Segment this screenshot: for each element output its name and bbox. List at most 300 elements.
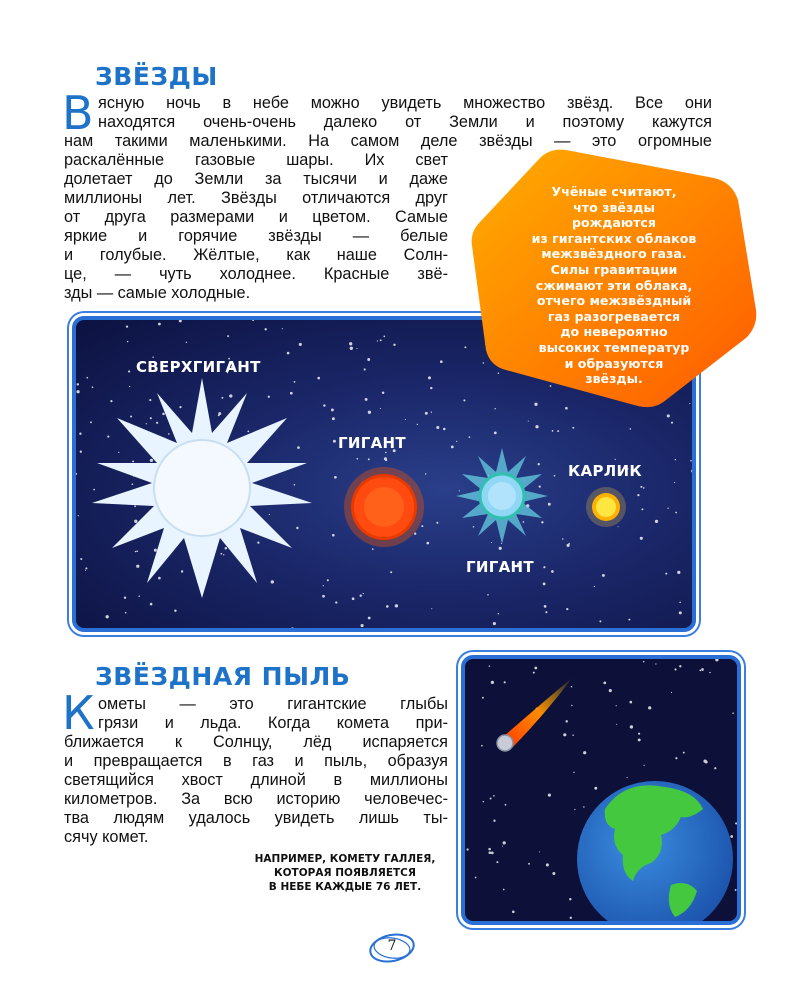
- star-dot: [372, 548, 374, 550]
- star-dot: [599, 620, 601, 622]
- star-dot: [638, 733, 640, 735]
- star-dot: [76, 390, 79, 393]
- star-dot: [583, 806, 584, 807]
- star-dot: [503, 889, 505, 891]
- star-dot: [106, 615, 109, 618]
- star-dot: [637, 494, 639, 496]
- star-dot: [299, 343, 302, 346]
- star-dot: [132, 460, 134, 462]
- text-line: це, — чуть холоднее. Красные звё-: [64, 265, 448, 283]
- star-dot: [503, 841, 506, 844]
- star-dot: [674, 668, 676, 670]
- star-dot: [552, 872, 555, 875]
- label-dwarf: КАРЛИК: [568, 462, 642, 480]
- star-dot: [323, 404, 325, 406]
- star-dot: [136, 550, 138, 552]
- star-dot: [692, 519, 695, 522]
- star-dot: [732, 712, 734, 714]
- star-dot: [463, 399, 465, 401]
- star-dot: [364, 368, 366, 370]
- star-dot: [709, 672, 710, 673]
- star-dot: [714, 767, 716, 769]
- callout-line: Силы гравитации: [550, 261, 678, 277]
- text-line: яркие и горячие звёзды — белые: [64, 227, 448, 245]
- star-dot: [356, 458, 358, 460]
- star-dot: [572, 734, 574, 736]
- star-dot: [360, 595, 362, 597]
- star-dot: [317, 377, 320, 380]
- label-giant-blue: ГИГАНТ: [466, 558, 534, 576]
- text-line: тва людям удалось увидеть лишь ты-: [64, 809, 448, 827]
- star-dot: [557, 430, 559, 432]
- star-dot: [291, 627, 294, 630]
- star-dot: [229, 394, 232, 397]
- star-dot: [79, 433, 81, 435]
- star-dot: [699, 670, 701, 672]
- star-dot: [616, 705, 617, 706]
- star-dot: [566, 608, 568, 610]
- star-dot: [386, 605, 389, 608]
- star-dot: [154, 549, 157, 552]
- text-line: грязи и льда. Когда комета при-: [98, 714, 448, 732]
- star-dot: [367, 358, 370, 361]
- star-dot: [179, 406, 181, 408]
- star-dot: [162, 413, 165, 416]
- star-dot: [675, 512, 677, 514]
- stars-paragraph-narrow: [64, 151, 448, 303]
- text-line: от друга размерами и цветом. Самые: [64, 208, 448, 226]
- star-dot: [730, 835, 733, 838]
- callout-line: рождаются: [572, 215, 656, 231]
- section-title-stars: ЗВЁЗДЫ: [95, 62, 218, 91]
- star-dot: [417, 424, 418, 425]
- star-dot: [77, 628, 80, 631]
- star-dot: [671, 422, 673, 424]
- star-dot: [534, 667, 537, 670]
- text-line: и превращается в газ и пыль, образуя: [64, 752, 448, 770]
- star-dot: [594, 586, 595, 587]
- star-dot: [352, 597, 355, 600]
- star-dot: [349, 342, 352, 345]
- star-dot: [482, 697, 484, 699]
- star-dot: [594, 787, 597, 790]
- star-dot: [674, 482, 675, 483]
- star-dot: [671, 692, 672, 693]
- star-dot: [149, 399, 151, 401]
- text-line: зды — самые холодные.: [64, 284, 251, 302]
- star-dot: [539, 485, 541, 487]
- star-dot: [491, 542, 492, 543]
- star-dot: [546, 863, 549, 866]
- star-dot: [168, 433, 170, 435]
- text-line: нам такими маленькими. На самом деле звёзды — это огромные: [64, 132, 712, 150]
- text-line: ометы — это гигантские глыбы: [98, 695, 448, 713]
- dwarf-star-icon: [586, 487, 626, 527]
- star-dot: [528, 421, 529, 422]
- star-dot: [76, 473, 77, 475]
- star-dot: [545, 611, 547, 613]
- star-dot: [562, 538, 563, 539]
- star-dot: [691, 469, 694, 472]
- star-dot: [491, 852, 494, 855]
- star-dot: [282, 328, 283, 329]
- star-dot: [554, 475, 556, 477]
- text-line: миллионы лет. Звёзды отличаются друг: [64, 189, 448, 207]
- star-dot: [491, 681, 494, 684]
- star-dot: [80, 558, 82, 560]
- star-dot: [618, 526, 619, 527]
- text-line: находятся очень-очень далеко от Земли и поэтому кажутся: [98, 113, 712, 131]
- star-dot: [677, 571, 680, 574]
- star-dot: [110, 400, 112, 402]
- star-dot: [365, 398, 368, 401]
- star-dot: [77, 383, 79, 385]
- star-dot: [502, 846, 503, 847]
- star-dot: [127, 341, 128, 342]
- star-dot: [135, 551, 136, 552]
- star-dot: [552, 430, 554, 432]
- star-dot: [538, 463, 540, 465]
- star-dot: [535, 425, 538, 428]
- star-dot: [488, 848, 491, 851]
- star-dot: [138, 595, 140, 597]
- callout-line: из гигантских облаков: [531, 230, 697, 246]
- star-dot: [679, 602, 681, 604]
- star-dot: [368, 411, 371, 414]
- star-dot: [501, 543, 502, 544]
- halley-comet-note: [200, 852, 490, 894]
- star-dot: [179, 320, 182, 322]
- star-dot: [134, 520, 137, 523]
- star-dot: [225, 547, 228, 550]
- star-dot: [451, 445, 454, 448]
- star-dot: [640, 486, 642, 488]
- star-dot: [643, 765, 644, 766]
- star-dot: [383, 336, 385, 338]
- star-dot: [683, 752, 685, 754]
- text-line: ясную ночь в небе можно увидеть множество звёзд. Все они: [98, 94, 712, 112]
- star-dot: [93, 489, 95, 491]
- comet-illustration-panel: [461, 655, 741, 925]
- star-dot: [382, 391, 385, 394]
- star-dot: [504, 681, 506, 683]
- star-dot: [469, 436, 471, 438]
- text-line: и голубые. Жёлтые, как наше Солн-: [64, 246, 448, 264]
- callout-line: звёзды.: [585, 371, 643, 387]
- star-dot: [602, 574, 605, 577]
- star-dot: [334, 476, 337, 479]
- star-dot: [350, 347, 353, 350]
- star-dot: [541, 521, 543, 523]
- star-dot: [638, 738, 641, 741]
- star-dot: [264, 328, 266, 330]
- star-dot: [380, 408, 381, 409]
- star-dot: [297, 446, 300, 449]
- star-dot: [643, 487, 645, 489]
- callout-line: сжимают эти облака,: [535, 277, 693, 293]
- comet-icon: [497, 677, 573, 751]
- star-dot: [544, 605, 547, 608]
- blue-giant-star-icon: [456, 448, 548, 544]
- star-dot: [569, 898, 571, 900]
- star-dot: [640, 537, 643, 540]
- supergiant-star-icon: [92, 378, 312, 598]
- star-dot: [490, 798, 492, 800]
- star-dot: [247, 431, 249, 433]
- star-dot: [158, 577, 161, 580]
- star-dot: [395, 604, 398, 607]
- star-dot: [456, 441, 457, 442]
- star-dot: [363, 593, 364, 594]
- star-dot: [227, 335, 229, 337]
- star-dot: [405, 419, 406, 420]
- star-dot: [333, 440, 336, 443]
- section-title-stardust: ЗВЁЗДНАЯ ПЫЛЬ: [95, 662, 351, 691]
- comets-paragraph-first: [98, 695, 448, 733]
- text-line: сячу комет.: [64, 828, 149, 846]
- star-dot: [134, 505, 136, 507]
- page-number: 7: [387, 938, 397, 954]
- star-dot: [290, 392, 293, 395]
- star-dot: [679, 665, 681, 667]
- star-dot: [475, 877, 477, 879]
- star-dot: [223, 554, 224, 555]
- star-dot: [571, 686, 572, 687]
- red-giant-star-icon: [344, 467, 424, 547]
- star-dot: [496, 861, 498, 863]
- stars-paragraph-wide: [98, 94, 712, 132]
- star-dot: [641, 508, 643, 510]
- star-dot: [573, 772, 574, 773]
- star-dot: [393, 344, 395, 346]
- star-dot: [629, 701, 632, 704]
- star-dot: [603, 682, 606, 685]
- callout-line: отчего межзвёздный: [536, 293, 692, 309]
- star-dot: [481, 745, 483, 747]
- star-dot: [628, 619, 630, 621]
- star-dot: [271, 580, 274, 583]
- star-dot: [129, 386, 130, 387]
- star-dot: [150, 603, 153, 606]
- note-line: КОТОРАЯ ПОЯВЛЯЕТСЯ: [274, 867, 416, 879]
- star-dot: [428, 376, 431, 379]
- callout-line: Учёные считают,: [551, 184, 677, 199]
- star-dot: [85, 567, 87, 569]
- star-dot: [574, 809, 575, 810]
- earth-icon: [577, 781, 733, 921]
- star-dot: [107, 436, 109, 438]
- star-dot: [735, 822, 737, 824]
- star-dot: [128, 370, 130, 372]
- star-dot: [331, 408, 334, 411]
- star-dot: [548, 503, 551, 506]
- text-line: ближается к Солнцу, лёд испаряется: [64, 733, 448, 751]
- star-dot: [675, 459, 676, 460]
- star-dot: [86, 377, 88, 379]
- star-dot: [539, 851, 540, 852]
- note-line: НАПРИМЕР, КОМЕТУ ГАЛЛЕЯ,: [254, 853, 436, 865]
- star-dot: [90, 421, 92, 423]
- label-giant-red: ГИГАНТ: [338, 434, 406, 452]
- callout-line: высоких температур: [538, 339, 690, 355]
- star-dot: [220, 553, 222, 555]
- star-dot: [505, 804, 507, 806]
- star-dot: [294, 484, 296, 486]
- callout-line: до невероятно: [560, 324, 668, 340]
- star-dot: [431, 608, 432, 609]
- dropcap-v: В: [62, 86, 94, 140]
- star-dot: [368, 617, 371, 620]
- star-dot: [92, 386, 94, 388]
- star-dot: [323, 585, 324, 586]
- star-dot: [132, 483, 134, 485]
- star-dot: [701, 668, 704, 671]
- star-dot: [655, 520, 658, 523]
- star-dot: [385, 459, 387, 461]
- comet-scene: [465, 659, 737, 921]
- star-dot: [174, 610, 176, 612]
- star-dot: [430, 387, 432, 389]
- star-dot: [380, 339, 382, 341]
- star-dot: [563, 733, 566, 736]
- star-dot: [186, 342, 187, 343]
- star-dot: [516, 629, 517, 630]
- star-dot: [533, 672, 535, 674]
- star-dot: [332, 417, 335, 420]
- star-dot: [425, 412, 428, 415]
- note-line: В НЕБЕ КАЖДЫЕ 76 ЛЕТ.: [268, 881, 422, 893]
- star-dot: [487, 594, 489, 596]
- star-dot: [528, 863, 530, 865]
- star-dot: [609, 689, 612, 692]
- star-dot: [548, 794, 551, 797]
- star-dot: [118, 452, 119, 453]
- star-dot: [296, 527, 298, 529]
- star-dot: [252, 320, 254, 321]
- star-dot: [543, 566, 545, 568]
- star-dot: [421, 525, 423, 527]
- star-dot: [494, 432, 497, 435]
- star-dot: [268, 396, 270, 398]
- text-line: километров. За всю историю человечес-: [64, 790, 448, 808]
- callout-line: газ разогревается: [547, 308, 681, 324]
- star-dot: [523, 521, 525, 523]
- star-dot: [436, 522, 438, 524]
- star-dot: [124, 596, 126, 598]
- star-dot: [466, 848, 468, 850]
- dropcap-k: К: [62, 686, 95, 740]
- star-dot: [85, 570, 86, 571]
- callout-text: [492, 184, 736, 387]
- callout-line: межзвёздного газа.: [541, 246, 687, 262]
- text-line: долетает до Земли за тысячи и даже: [64, 170, 448, 188]
- star-dot: [431, 412, 432, 413]
- star-dot: [356, 348, 357, 349]
- star-dot: [567, 544, 570, 547]
- star-dot: [493, 622, 496, 625]
- star-dot: [695, 587, 696, 590]
- star-dot: [459, 490, 460, 491]
- star-dot: [498, 613, 499, 614]
- star-dot: [655, 663, 656, 664]
- star-dot: [181, 570, 183, 572]
- star-dot: [667, 414, 670, 417]
- star-dot: [377, 340, 378, 341]
- star-dot: [615, 459, 616, 460]
- star-dot: [648, 706, 651, 709]
- star-dot: [703, 760, 706, 763]
- star-dot: [571, 705, 572, 706]
- text-line: раскалённые газовые шары. Их свет: [64, 151, 448, 169]
- star-dot: [473, 526, 474, 527]
- star-dot: [489, 665, 490, 666]
- star-dot: [443, 428, 446, 431]
- star-dot: [136, 565, 139, 568]
- star-dot: [125, 612, 127, 614]
- star-dot: [493, 820, 495, 822]
- star-dot: [158, 323, 161, 326]
- star-dot: [643, 661, 645, 663]
- star-dot: [543, 583, 546, 586]
- star-dot: [150, 417, 152, 419]
- callout-line: и образуются: [564, 355, 664, 371]
- star-dot: [80, 451, 82, 453]
- star-dot: [493, 795, 495, 797]
- star-dot: [665, 573, 667, 575]
- star-dot: [440, 360, 443, 363]
- star-dot: [146, 423, 147, 424]
- star-dot: [425, 473, 426, 474]
- star-dot: [489, 851, 492, 854]
- star-dot: [332, 534, 335, 537]
- star-dot: [512, 910, 515, 913]
- star-dot: [627, 777, 628, 778]
- star-dot: [436, 426, 439, 429]
- star-dot: [221, 397, 223, 399]
- star-dot: [690, 460, 692, 462]
- star-dot: [499, 547, 502, 550]
- star-dot: [675, 757, 677, 759]
- callout-line: что звёзды: [573, 199, 655, 215]
- star-dot: [667, 508, 668, 509]
- star-dot: [426, 542, 429, 545]
- star-dot: [335, 601, 337, 603]
- star-dot: [565, 720, 567, 722]
- star-dot: [693, 528, 694, 529]
- star-dot: [616, 724, 617, 725]
- star-dot: [218, 414, 220, 416]
- star-dot: [327, 579, 329, 581]
- star-dot: [630, 725, 633, 728]
- star-dot: [464, 346, 466, 348]
- star-dot: [368, 458, 370, 460]
- star-dot: [483, 801, 485, 803]
- text-line: светящийся хвост длиной в миллионы: [64, 771, 448, 789]
- star-dot: [294, 381, 296, 383]
- star-dot: [715, 659, 718, 661]
- star-dot: [126, 325, 128, 327]
- star-dot: [156, 422, 158, 424]
- star-dot: [322, 595, 325, 598]
- star-dot: [572, 427, 574, 429]
- star-dot: [130, 415, 132, 417]
- comets-paragraph-rest: [64, 733, 448, 847]
- star-dot: [78, 515, 79, 516]
- star-dot: [361, 624, 364, 627]
- star-dot: [570, 917, 572, 919]
- star-dot: [551, 570, 554, 573]
- star-dot: [630, 428, 632, 430]
